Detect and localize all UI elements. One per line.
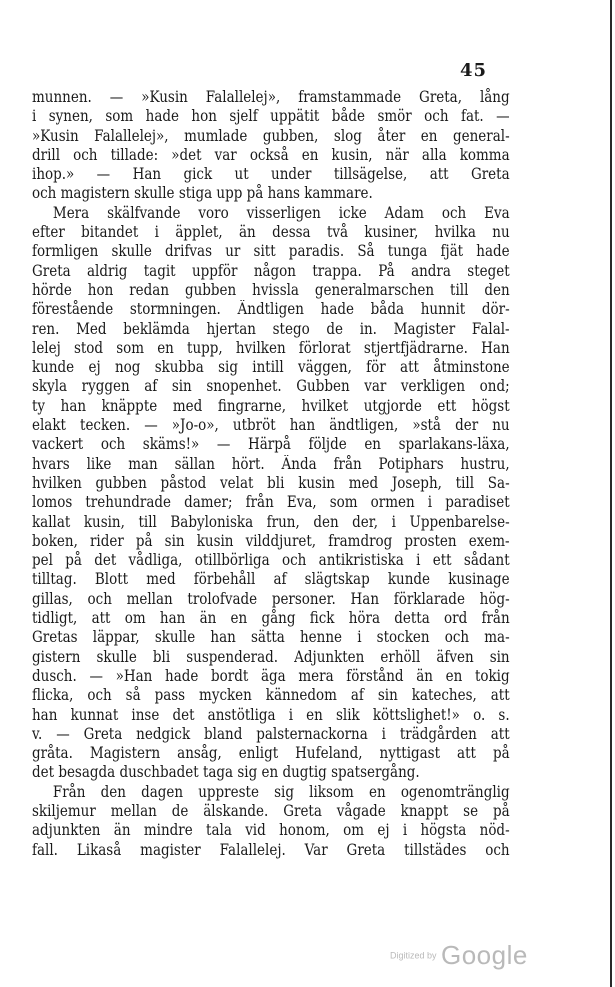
watermark-brand: Google	[440, 940, 528, 970]
text-line: förestående stormningen. Ändtligen hade båda hunnit dör-	[32, 300, 510, 319]
text-line: hvars like man sällan hört. Ända från Potiphars hustru,	[32, 454, 510, 473]
watermark-prefix: Digitized by	[390, 950, 437, 961]
text-line: han kunnat inse det anstötliga i en slik köttslighet!» o. s.	[32, 705, 510, 724]
text-line: Greta aldrig tagit uppför någon trappa. På andra steget	[32, 261, 510, 280]
page-number: 45	[460, 60, 488, 81]
text-line: kunde ej nog skubba sig intill väggen, för att åtminstone	[32, 358, 510, 377]
text-line: adjunkten än mindre tala vid honom, om ej i högsta nöd-	[32, 821, 510, 840]
digitized-watermark	[390, 940, 528, 971]
text-line: dusch. — »Han hade bordt äga mera förstånd än en tokig	[32, 666, 510, 685]
text-line: och magistern skulle stiga upp på hans kammare.	[32, 184, 373, 203]
text-line: kallat kusin, till Babyloniska frun, den der, i Uppenbarelse-	[32, 512, 510, 531]
text-line: ihop.» — Han gick ut under tillsägelse, att Greta	[32, 165, 510, 184]
text-line: i synen, som hade hon sjelf uppätit både smör och fat. —	[32, 107, 510, 126]
text-line: hvilken gubben påstod velat bli kusin med Joseph, till Sa-	[32, 473, 510, 492]
text-line: tilltag. Blott med förbehåll af slägtskap kunde kusinage	[32, 570, 510, 589]
text-line: lelej stod som en tupp, hvilken förlorat stjertfjädrarne. Han	[32, 338, 510, 357]
text-line: gistern skulle bli suspenderad. Adjunkten erhöll äfven sin	[32, 647, 510, 666]
text-line: tidligt, att om han än en gång fick höra detta ord från	[32, 609, 510, 628]
text-line: flicka, och så pass mycken kännedom af sin kateches, att	[32, 686, 510, 705]
text-line: fall. Likaså magister Falallelej. Var Greta tillstädes och	[32, 840, 510, 859]
text-line: gillas, och mellan trolofvade personer. Han förklarade hög-	[32, 589, 510, 608]
body-text	[32, 88, 510, 860]
text-line: Från den dagen uppreste sig liksom en ogenomtränglig	[52, 782, 510, 801]
page-edge	[610, 0, 612, 987]
text-line: lomos trehundrade damer; från Eva, som ormen i paradiset	[32, 493, 510, 512]
text-line: boken, rider på sin kusin vilddjuret, framdrog prosten exem-	[32, 531, 510, 550]
text-line: ren. Med beklämda hjertan stego de in. Magister Falal-	[32, 319, 510, 338]
text-line: skiljemur mellan de älskande. Greta vågade knappt se på	[32, 801, 510, 820]
text-line: v. — Greta nedgick bland palsternackorna i trädgården att	[32, 724, 510, 743]
text-line: hörde hon redan gubben hvissla generalmarschen till den	[32, 280, 510, 299]
text-line: det besagda duschbadet taga sig en dugtig spatsergång.	[32, 763, 420, 782]
text-line: drill och tillade: »det var också en kusin, när alla komma	[32, 145, 510, 164]
text-line: »Kusin Falallelej», mumlade gubben, slog åter en general-	[32, 126, 510, 145]
text-line: Gretas läppar, skulle han sätta henne i stocken och ma-	[32, 628, 510, 647]
text-line: munnen. — »Kusin Falallelej», framstammade Greta, lång	[32, 88, 510, 106]
text-line: vackert och skäms!» — Härpå följde en sparlakans-läxa,	[32, 435, 510, 454]
text-line: gråta. Magistern ansåg, enligt Hufeland, nyttigast att på	[32, 744, 510, 763]
text-line: skyla ryggen af sin snopenhet. Gubben var verkligen ond;	[32, 377, 510, 396]
text-line: formligen skulle drifvas ur sitt paradis. Så tunga fjät hade	[32, 242, 510, 261]
text-line: pel på det vådliga, otillbörliga och antikristiska i ett sådant	[32, 551, 510, 570]
text-line: ty han knäppte med fingrarne, hvilket utgjorde ett högst	[32, 396, 510, 415]
text-line: Mera skälfvande voro visserligen icke Adam och Eva	[52, 203, 510, 222]
text-line: efter bitandet i äpplet, än dessa två kusiner, hvilka nu	[32, 223, 510, 242]
text-line: elakt tecken. — »Jo-o», utbröt han ändtligen, »stå der nu	[32, 416, 510, 435]
